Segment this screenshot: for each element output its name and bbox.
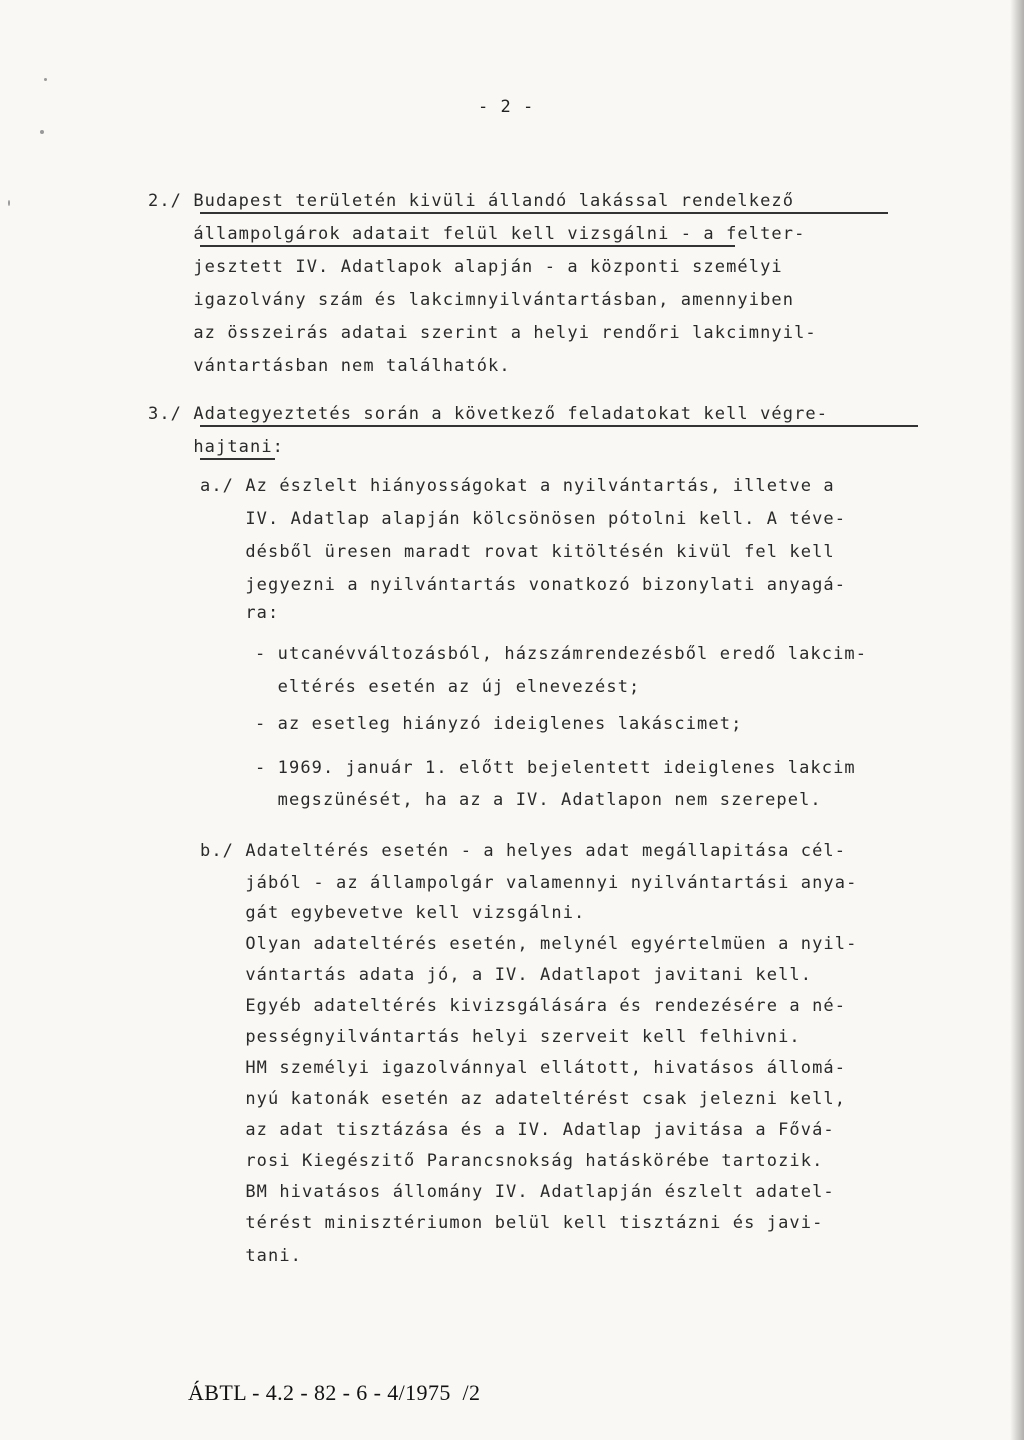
archive-reference-stamp: ÁBTL - 4.2 - 82 - 6 - 4/1975 /2 — [188, 1380, 481, 1405]
item-b-line-3: gát egybevetve kell vizsgálni. — [200, 903, 586, 923]
scan-edge-shadow — [1010, 0, 1024, 1440]
section-2-underline-1 — [200, 212, 888, 214]
section-3-underline-1 — [200, 425, 918, 427]
item-a-line-4: jegyezni a nyilvántartás vonatkozó bizonylati anyagá- — [200, 575, 847, 595]
section-3-line-2: hajtani: — [148, 437, 285, 457]
item-b-line-1: b./ Adateltérés esetén - a helyes adat megállapitása cél- — [200, 841, 847, 861]
section-2-underline-2 — [200, 245, 735, 247]
item-a-line-3: désből üresen maradt rovat kitöltésén kivül fel kell — [200, 542, 835, 562]
item-b-line-4: Olyan adateltérés esetén, melynél egyértelmüen a nyil- — [200, 934, 858, 954]
bullet-1-line-1: - utcanévváltozásból, házszámrendezésből eredő lakcim- — [255, 644, 868, 664]
item-b-line-5: vántartás adata jó, a IV. Adatlapot javitani kell. — [200, 965, 813, 985]
section-2-line-4: igazolvány szám és lakcimnyilvántartásban, amennyiben — [148, 290, 795, 310]
item-b-line-13: térést minisztériumon belül kell tisztázni és javi- — [200, 1213, 824, 1233]
item-b-line-11: rosi Kiegészitő Parancsnokság hatáskörébe tartozik. — [200, 1151, 824, 1171]
bullet-3-line-1: - 1969. január 1. előtt bejelentett ideiglenes lakcim — [255, 758, 856, 778]
item-b-line-14: tani. — [200, 1246, 303, 1266]
scan-speck — [44, 78, 47, 81]
item-b-line-10: az adat tisztázása és a IV. Adatlap javitása a Fővá- — [200, 1120, 835, 1140]
item-a-line-2: IV. Adatlap alapján kölcsönösen pótolni kell. A téve- — [200, 509, 847, 529]
section-2-line-2: állampolgárok adatait felül kell vizsgálni - a felter- — [148, 224, 806, 244]
item-b-line-7: pességnyilvántartás helyi szerveit kell felhivni. — [200, 1027, 801, 1047]
section-2-line-1: 2./ Budapest területén kivüli állandó lakással rendelkező — [148, 191, 795, 211]
section-3-underline-2 — [200, 458, 275, 460]
item-b-line-6: Egyéb adateltérés kivizsgálására és rendezésére a né- — [200, 996, 847, 1016]
item-a-line-5: ra: — [200, 603, 280, 623]
section-2-line-6: vántartásban nem találhatók. — [148, 356, 511, 376]
item-b-line-2: jából - az állampolgár valamennyi nyilvántartási anya- — [200, 873, 858, 893]
section-3-line-1: 3./ Adategyeztetés során a következő feladatokat kell végre- — [148, 404, 829, 424]
section-2-line-5: az összeirás adatai szerint a helyi rendőri lakcimnyil- — [148, 323, 817, 343]
scan-speck — [40, 130, 44, 134]
section-2-line-3: jesztett IV. Adatlapok alapján - a központi személyi — [148, 257, 783, 277]
scan-speck — [8, 200, 10, 206]
item-b-line-8: HM személyi igazolvánnyal ellátott, hivatásos állomá- — [200, 1058, 847, 1078]
item-b-line-9: nyú katonák esetén az adateltérést csak jelezni kell, — [200, 1089, 847, 1109]
item-b-line-12: BM hivatásos állomány IV. Adatlapján észlelt adatel- — [200, 1182, 835, 1202]
bullet-3-line-2: megszünését, ha az a IV. Adatlapon nem szerepel. — [255, 790, 822, 810]
page-number: - 2 - — [478, 97, 535, 117]
bullet-2-line-1: - az esetleg hiányzó ideiglenes lakáscimet; — [255, 714, 743, 734]
bullet-1-line-2: eltérés esetén az új elnevezést; — [255, 677, 641, 697]
item-a-line-1: a./ Az észlelt hiányosságokat a nyilvántartás, illetve a — [200, 476, 835, 496]
